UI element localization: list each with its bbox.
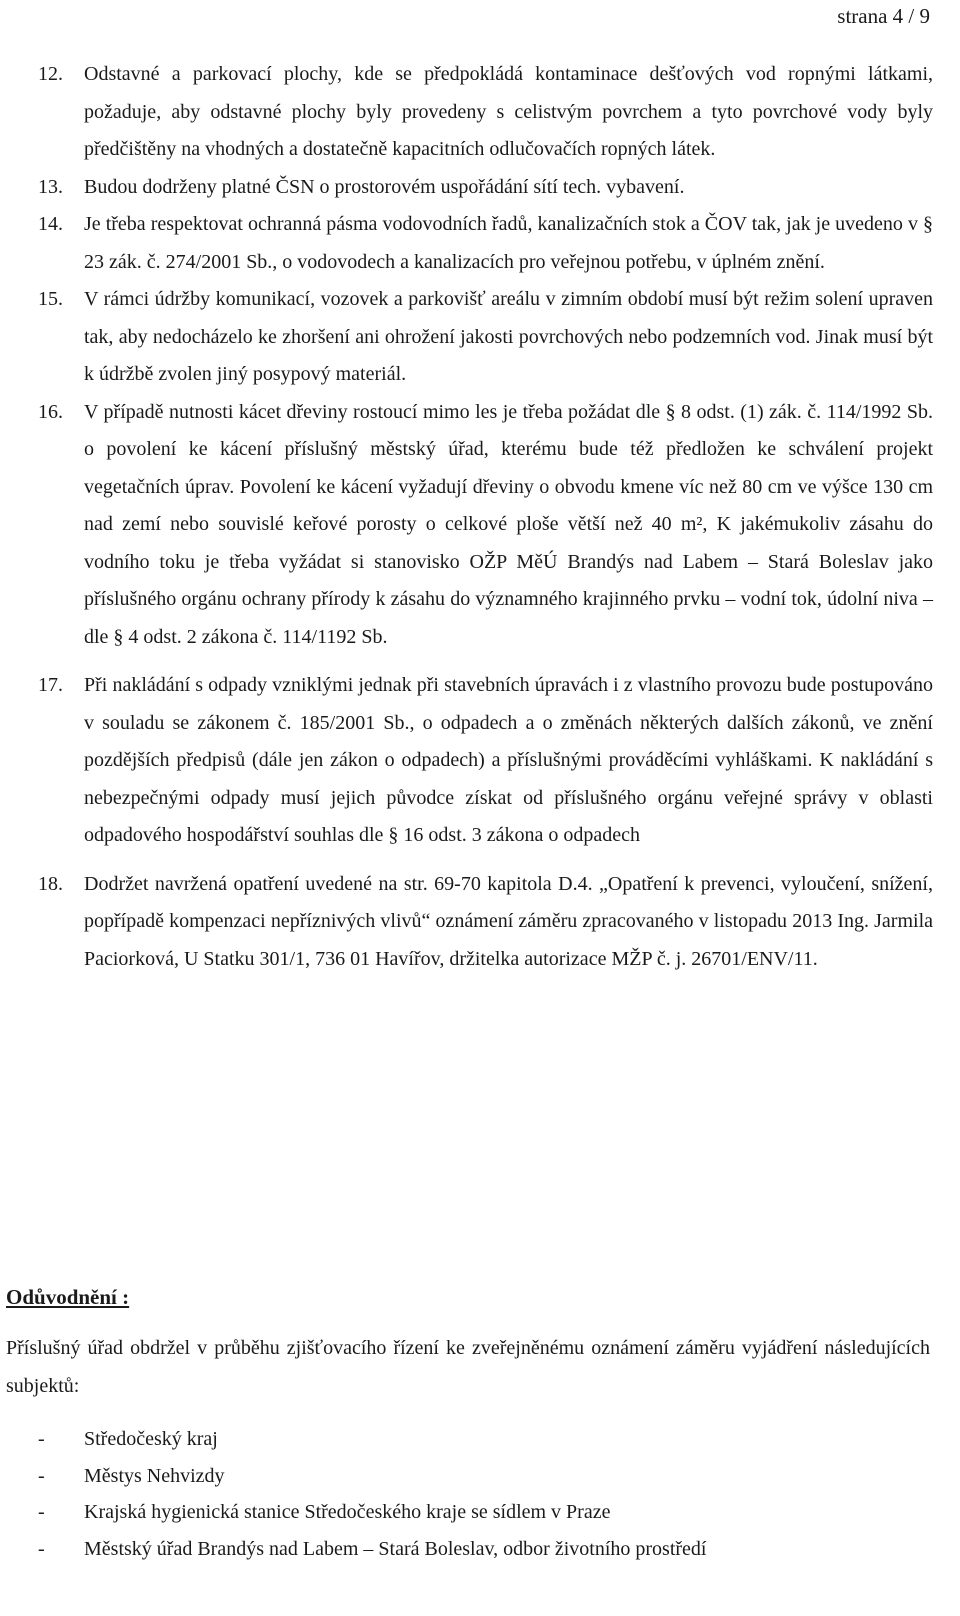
condition-item-17 (38, 667, 933, 855)
condition-text: V případě nutnosti kácet dřeviny rostoucí mimo les je třeba požádat dle § 8 odst. (1) zák. č. 114/1992 Sb. o povolení ke kácení příslušný městský úřad, kterému bude též předložen ke schválení projekt vegetačních úprav. Povolení ke kácení vyžadují dřeviny o obvodu kmene víc než 80 cm ve výšce 130 cm nad zemí nebo souvislé keřové porosty o celkové ploše větší než 40 m², K jakémukoliv zásahu do vodního toku je třeba vyžádat si stanovisko OŽP MěÚ Brandýs nad Labem – Stará Boleslav jako příslušného orgánu ochrany přírody k zásahu do významného krajinného prvku – vodní tok, údolní niva – dle § 4 odst. 2 zákona č. 114/1192 Sb. (84, 400, 933, 648)
condition-number: 15. (38, 288, 63, 310)
subject-name: Středočeský kraj (84, 1428, 218, 1450)
condition-number: 18. (38, 872, 63, 895)
condition-item-16 (38, 394, 933, 657)
condition-item-12 (38, 56, 933, 169)
condition-item-18 (38, 866, 933, 979)
list-dash: - (38, 1501, 45, 1523)
justification-intro: Příslušný úřad obdržel v průběhu zjišťovacího řízení ke zveřejněnému oznámení záměru vyjádření následujících subjektů: (6, 1337, 930, 1397)
conditions-list (38, 56, 933, 978)
list-item (38, 1458, 938, 1495)
condition-item-13 (38, 169, 933, 207)
list-item (38, 1494, 938, 1531)
condition-item-14 (38, 206, 933, 281)
page-number: strana 4 / 9 (837, 4, 930, 28)
subject-name: Krajská hygienická stanice Středočeského kraje se sídlem v Praze (84, 1501, 611, 1523)
list-dash: - (38, 1428, 45, 1450)
list-dash: - (38, 1537, 45, 1560)
condition-text: Dodržet navržená opatření uvedené na str. 69-70 kapitola D.4. „Opatření k prevenci, vyloučení, snížení, popřípadě kompenzaci nepříznivých vlivů“ oznámení záměru zpracovaného v listopadu 2013 Ing. Jarmila Paciorková, U Statku 301/1, 736 01 Havířov, držitelka autorizace MŽP č. j. 26701/ENV/11. (84, 872, 933, 970)
condition-number: 17. (38, 674, 63, 696)
condition-number: 14. (38, 213, 63, 235)
condition-number: 12. (38, 63, 63, 85)
list-dash: - (38, 1464, 45, 1487)
condition-number: 16. (38, 400, 63, 423)
condition-text: Při nakládání s odpady vzniklými jednak při stavebních úpravách i z vlastního provozu bude postupováno v souladu se zákonem č. 185/2001 Sb., o odpadech a o změnách některých dalších zákonů, ve znění pozdějších předpisů (dále jen zákon o odpadech) a příslušnými prováděcími vyhláškami. K nakládání s nebezpečnými odpady musí jejich původce získat od příslušného orgánu veřejné správy v oblasti odpadového hospodářství souhlas dle § 16 odst. 3 zákona o odpadech (84, 674, 933, 846)
condition-text: Odstavné a parkovací plochy, kde se předpokládá kontaminace dešťových vod ropnými látkami, požaduje, aby odstavné plochy byly provedeny s celistvým povrchem a tyto povrchové vody byly předčištěny na vhodných a dostatečně kapacitních odlučovačích ropných látek. (84, 63, 933, 160)
justification-heading: Odůvodnění : (6, 1285, 130, 1309)
subjects-list (38, 1421, 938, 1567)
condition-text: V rámci údržby komunikací, vozovek a parkovišť areálu v zimním období musí být režim solení upraven tak, aby nedocházelo ke zhoršení ani ohrožení jakosti povrchových nebo podzemních vod. Jinak musí být k údržbě zvolen jiný posypový materiál. (84, 288, 933, 385)
condition-text: Je třeba respektovat ochranná pásma vodovodních řadů, kanalizačních stok a ČOV tak, jak je uvedeno v § 23 zák. č. 274/2001 Sb., o vodovodech a kanalizacích pro veřejnou potřebu, v úplném znění. (84, 213, 933, 273)
condition-number: 13. (38, 175, 63, 198)
condition-item-15 (38, 281, 933, 394)
subject-name: Městský úřad Brandýs nad Labem – Stará Boleslav, odbor životního prostředí (84, 1537, 707, 1560)
list-item (38, 1531, 938, 1568)
list-item (38, 1421, 938, 1458)
subject-name: Městys Nehvizdy (84, 1464, 225, 1487)
condition-text: Budou dodrženy platné ČSN o prostorovém uspořádání sítí tech. vybavení. (84, 175, 685, 198)
